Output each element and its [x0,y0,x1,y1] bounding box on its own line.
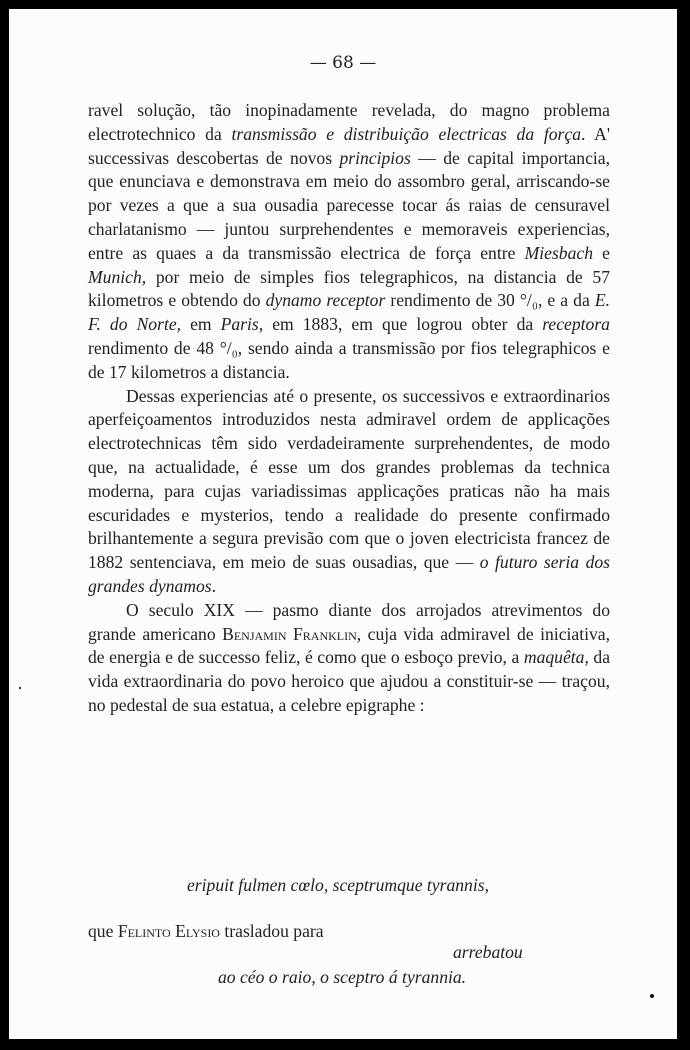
paragraph-3: O seculo XIX — pasmo diante dos arrojados atrevimentos do grande americano Benjamin Franklin, cuja vida admiravel de iniciativa, de energia e de successo feliz, é como que o esboço previo, a maquêta, da vida extraordinaria do povo heroico que ajudou a constituir-se — traçou, no pedestal de sua estatua, a celebre epigraphe : [88,599,611,715]
latin-epigraph: eripuit fulmen cœlo, sceptrumque tyrannis, [187,875,489,895]
ink-speck [19,687,21,689]
translation-line-2: ao céo o raio, o sceptro á tyrannia. [218,967,467,987]
book-page [9,9,677,1039]
page-number: — 68 — [309,53,377,73]
paragraph-1: ravel solução, tão inopinadamente revelada, do magno problema electrotechnico da transmissão e distribuição electricas da força. A' successivas descobertas de novos principios — de capital importancia, que enunciava e demonstrava em meio do assombro geral, arriscando-se por vezes a que a sua ousadia parecesse tocar ás raias de censuravel charlatanismo — juntou surprehendentes e memoraveis experiencias, entre as quaes a da transmissão electrica de força entre Miesbach e Munich, por meio de simples fios telegraphicos, na distancia de 57 kilometros e obtendo do dynamo receptor rendimento de 30 °/₀, e a da E. F. do Norte, em Paris, em 1883, em que logrou obter da receptora rendimento de 48 °/₀, sendo ainda a transmissão por fios telegraphicos e de 17 kilometros a distancia. [88,100,611,382]
translation-line-1: arrebatou [453,942,523,962]
ink-dot [650,994,654,998]
body-text [88,99,610,718]
translation-intro: que Felinto Elysio trasladou para [88,921,324,941]
paragraph-2: Dessas experiencias até o presente, os successivos e extraordinarios aperfeiçoamentos introduzidos nesta admiravel ordem de applicações electrotechnicas têm sido verdadeiramente surprehendentes, de modo que, na actualidade, é esse um dos grandes problemas da technica moderna, para cujas variadissimas applicações praticas não ha mais escuridades e mysterios, tendo a realidade do presente confirmado brilhantemente a segura previsão com que o joven electricista francez de 1882 sentenciava, em meio de suas ousadias, que — o futuro seria dos grandes dynamos. [88,385,611,596]
